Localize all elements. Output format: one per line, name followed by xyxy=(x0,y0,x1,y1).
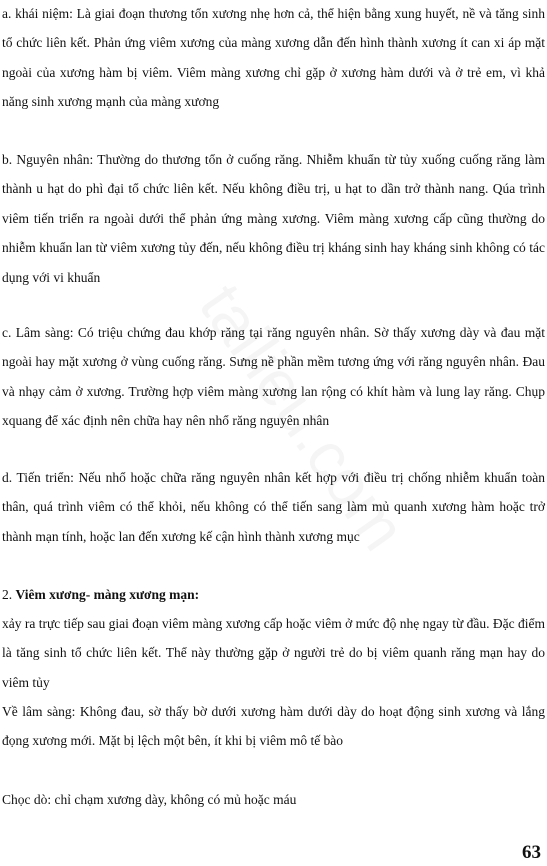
paragraph-cause: b. Nguyên nhân: Thường do thương tổn ở cuống răng. Nhiễm khuẩn từ tủy xuống cuống răng làm thành u hạt do phì đại tổ chức liên kết. Nếu không điều trị, u hạt to dần trở thành nang. Qúa trình viêm tiến triển ra ngoài dưới thể phản ứng màng xương. Viêm màng xương cấp cũng thường do nhiễm khuẩn lan từ viêm xương tủy đến, nếu không điều trị kháng sinh hay kháng sinh không có tác dụng với vi khuẩn xyxy=(2,152,545,285)
page-number: 63 xyxy=(522,842,541,863)
paragraph-chronic-clinical: Về lâm sàng: Không đau, sờ thấy bờ dưới xương hàm dưới dày do hoạt động sinh xương và lắng đọng xương mới. Mặt bị lệch một bên, ít khi bị viêm mô tế bào xyxy=(2,704,545,749)
paragraph-concept: a. khái niệm: Là giai đoạn thương tổn xương nhẹ hơn cả, thể hiện bằng xung huyết, nề và tăng sinh tổ chức liên kết. Phản ứng viêm xương của màng xương dẫn đến hình thành xương ít can xi áp mặt ngoài của xương hàm bị viêm. Viêm màng xương chỉ gặp ở xương hàm dưới và ở trẻ em, vì khả năng sinh xương mạnh của màng xương xyxy=(2,6,545,110)
section-heading xyxy=(2,580,545,609)
paragraph-progression: d. Tiến triển: Nếu nhổ hoặc chữa răng nguyên nhân kết hợp với điều trị chống nhiễm khuẩn toàn thân, quá trình viêm có thể khỏi, nếu không có thể tiến sang làm mủ quanh xương hàm hoặc trở thành mạn tính, hoặc lan đến xương kế cận hình thành xương mục xyxy=(2,470,545,544)
heading-number: 2. xyxy=(2,587,16,602)
paragraph-chronic-description: xảy ra trực tiếp sau giai đoạn viêm màng xương cấp hoặc viêm ở mức độ nhẹ ngay từ đầu. Đặc điểm là tăng sinh tổ chức liên kết. Thể này thường gặp ở người trẻ do bị viêm quanh răng mạn hay do viêm tủy xyxy=(2,616,545,690)
paragraph-puncture: Chọc dò: chỉ chạm xương dày, không có mủ hoặc máu xyxy=(2,792,297,807)
paragraph-clinical: c. Lâm sàng: Có triệu chứng đau khớp răng tại răng nguyên nhân. Sờ thấy xương dày và đau mặt ngoài hay mặt xương ở vùng cuống răng. Sưng nề phần mềm tương ứng với răng nguyên nhân. Đau và nhạy cảm ở xương. Trường hợp viêm màng xương lan rộng có khít hàm và lung lay răng. Chụp xquang để xác định nên chữa hay nên nhổ răng nguyên nhân xyxy=(2,325,545,429)
heading-title: Viêm xương- màng xương mạn: xyxy=(15,587,200,602)
